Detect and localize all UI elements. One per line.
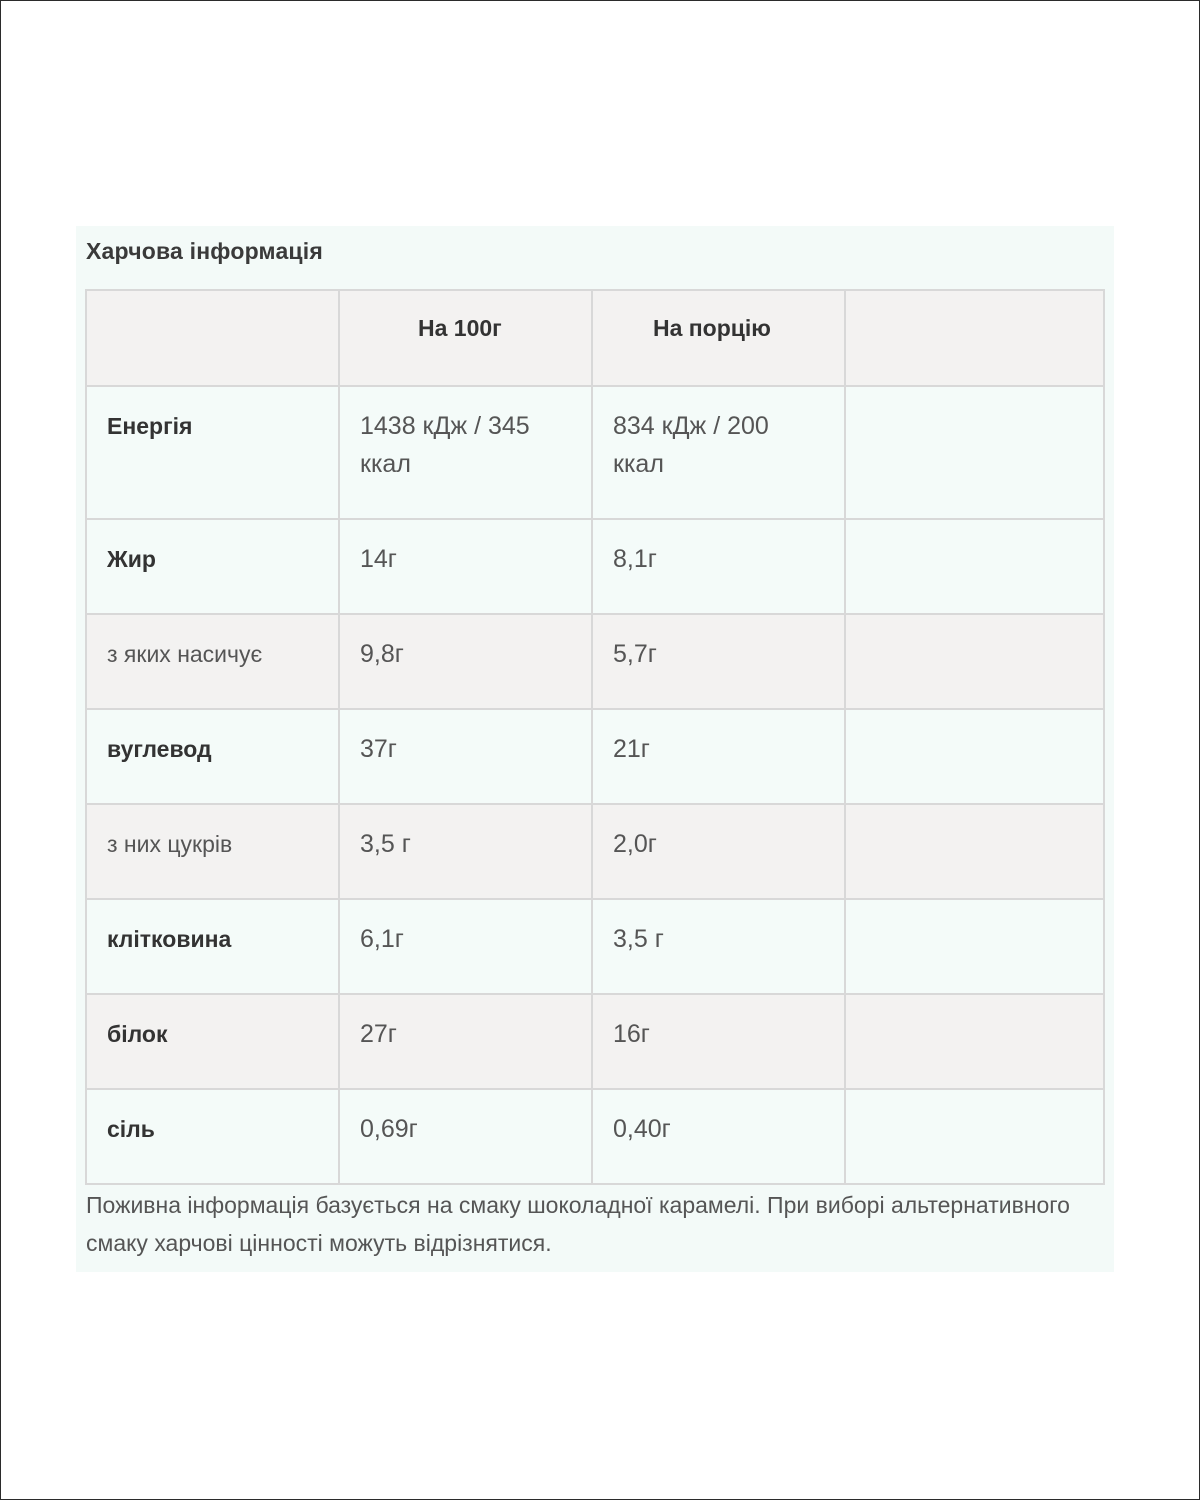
row-label: клітковина [107, 926, 232, 952]
row-label: вуглевод [107, 736, 212, 762]
table-row [86, 709, 1104, 804]
table-header-row [86, 290, 1104, 386]
value-per-100g: 1438 кДж / 345 ккал [360, 412, 530, 478]
value-per-100g: 37г [360, 735, 397, 763]
nutrition-table [85, 289, 1105, 1185]
row-label: Жир [107, 546, 156, 572]
row-label: білок [107, 1021, 168, 1047]
table-row [86, 614, 1104, 709]
value-per-100g: 3,5 г [360, 830, 411, 858]
nutrition-panel [76, 226, 1114, 1272]
value-per-serving: 16г [613, 1020, 650, 1048]
value-per-serving: 0,40г [613, 1115, 671, 1143]
value-per-100g: 6,1г [360, 925, 404, 953]
value-per-serving: 21г [613, 735, 650, 763]
row-label: з них цукрів [107, 831, 233, 857]
row-label: Енергія [107, 413, 193, 439]
header-per-100g: На 100г [339, 290, 592, 386]
panel-title: Харчова інформація [86, 238, 323, 264]
value-per-100g: 9,8г [360, 640, 404, 668]
value-per-100g: 0,69г [360, 1115, 418, 1143]
table-row [86, 994, 1104, 1089]
table-row [86, 899, 1104, 994]
value-per-serving: 5,7г [613, 640, 657, 668]
value-per-serving: 2,0г [613, 830, 657, 858]
table-row [86, 1089, 1104, 1184]
header-per-serving: На порцію [592, 290, 845, 386]
value-per-serving: 834 кДж / 200 ккал [613, 412, 769, 478]
row-label: сіль [107, 1116, 155, 1142]
value-per-serving: 3,5 г [613, 925, 664, 953]
value-per-serving: 8,1г [613, 545, 657, 573]
value-per-100g: 14г [360, 545, 397, 573]
footnote: Поживна інформація базується на смаку шоколадної карамелі. При виборі альтернативного смаку харчові цінності можуть відрізнятися. [86, 1192, 1070, 1256]
value-per-100g: 27г [360, 1020, 397, 1048]
table-row [86, 386, 1104, 519]
row-label: з яких насичує [107, 641, 263, 667]
header-cell-empty [86, 290, 339, 386]
table-row [86, 519, 1104, 614]
table-row [86, 804, 1104, 899]
header-cell-empty-right [845, 290, 1104, 386]
